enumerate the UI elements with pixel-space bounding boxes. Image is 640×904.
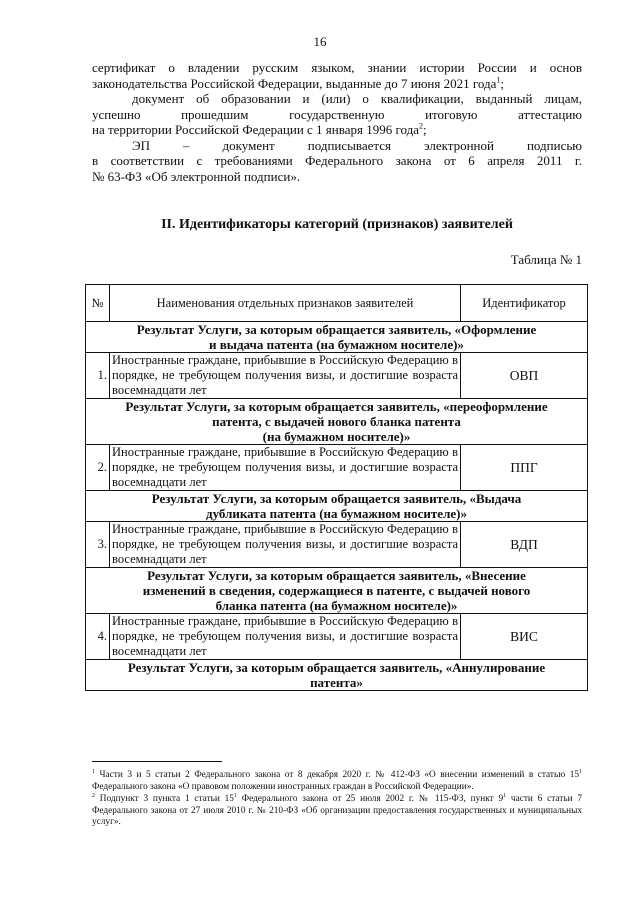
body-line: № 63-ФЗ «Об электронной подписи».: [92, 168, 301, 184]
row-description: Иностранные граждане, прибывшие в Российскую Федерацию в порядке, не требующем получения визы, и достигшие возраста восемнадцати лет: [110, 614, 461, 660]
row-number: 4.: [86, 614, 110, 660]
punctuation: ;: [500, 75, 504, 91]
body-line: [92, 122, 582, 138]
category-title: [86, 491, 588, 522]
body-line: [92, 76, 582, 92]
table-caption: Таблица № 1: [510, 252, 582, 267]
row-number: 1.: [86, 353, 110, 399]
category-title-line: патента»: [310, 675, 363, 690]
superscript: 1: [233, 792, 237, 799]
section-title: II. Идентификаторы категорий (признаков) заявителей: [161, 217, 513, 232]
category-title: [86, 322, 588, 353]
footnote-2: [92, 794, 582, 829]
footnote-text: части 6 статьи 7 Федерального закона от 27 июля 2010 г. № 210-ФЗ «Об организации предоставления государственных и муниципальных услуг».: [92, 794, 583, 827]
header-identifier: Идентификатор: [461, 285, 588, 322]
identifiers-table: [85, 284, 588, 691]
row-number: 3.: [86, 522, 110, 568]
footnote-text: Подпункт 3 пункта 1 статьи 15: [99, 794, 234, 804]
category-title-line: и выдача патента (на бумажном носителе)»: [209, 337, 464, 352]
category-row: [86, 568, 588, 614]
body-line: сертификат о владении русским языком, знании истории России и основ: [92, 60, 582, 75]
category-title-line: дубликата патента (на бумажном носителе)»: [206, 506, 467, 521]
footnote-1: [92, 770, 582, 793]
row-number: 2.: [86, 445, 110, 491]
category-title-line: Результат Услуги, за которым обращается заявитель, «Аннулирование: [127, 660, 546, 675]
category-title: [86, 568, 588, 614]
category-title: [86, 399, 588, 445]
footnote-text: Федерального закона «О правовом положении иностранных граждан в Российской Федерации».: [92, 781, 474, 792]
footnote-divider: [92, 761, 222, 762]
category-title-line: Результат Услуги, за которым обращается заявитель, «Выдача: [151, 491, 522, 506]
category-title: [86, 660, 588, 691]
superscript: 1: [503, 792, 507, 799]
body-line: в соответствии с требованиями Федерального закона от 6 апреля 2011 г.: [92, 153, 582, 168]
row-identifier: ВИС: [461, 614, 588, 660]
body-line: успешно прошедшим государственную итоговую аттестацию: [92, 106, 582, 122]
row-description: Иностранные граждане, прибывшие в Российскую Федерацию в порядке, не требующем получения визы, и достигшие возраста восемнадцати лет: [110, 522, 461, 568]
category-title-line: Результат Услуги, за которым обращается заявитель, «переоформление: [125, 399, 548, 414]
row-identifier: ОВП: [461, 353, 588, 399]
category-title-line: Результат Услуги, за которым обращается заявитель, «Оформление: [136, 322, 537, 337]
footnote-ref: 1: [496, 75, 501, 85]
body-line: ЭП – документ подписывается электронной подписью: [132, 137, 582, 153]
row-identifier: ВДП: [461, 522, 588, 568]
table-row: [86, 614, 588, 660]
table-row: [86, 445, 588, 491]
row-description: Иностранные граждане, прибывшие в Российскую Федерацию в порядке, не требующем получения визы, и достигшие возраста восемнадцати лет: [110, 353, 461, 399]
category-title-line: Результат Услуги, за которым обращается заявитель, «Внесение: [147, 568, 526, 583]
category-title-line: бланка патента (на бумажном носителе)»: [215, 598, 458, 613]
row-description: Иностранные граждане, прибывшие в Российскую Федерацию в порядке, не требующем получения визы, и достигшие возраста восемнадцати лет: [110, 445, 461, 491]
footnote-mark: 2: [92, 792, 95, 799]
category-title-line: патента, с выдачей нового бланка патента: [212, 414, 461, 429]
body-text-fragment: на территории Российской Федерации с 1 января 1996 года: [92, 122, 419, 137]
footnote-text: Федерального закона от 25 июля 2002 г. № 115-ФЗ, пункт 9: [236, 794, 504, 804]
category-row: [86, 660, 588, 691]
category-title-line: изменений в сведения, содержащиеся в патенте, с выдачей нового: [142, 583, 531, 598]
category-title-line: (на бумажном носителе)»: [262, 429, 411, 444]
superscript: 1: [579, 768, 582, 775]
punctuation: ;: [422, 122, 427, 137]
footnote-text: Части 3 и 5 статьи 2 Федерального закона от 8 декабря 2020 г. № 412-ФЗ «О внесении изменений в статью 15: [99, 770, 579, 780]
category-row: [86, 399, 588, 445]
table-row: [86, 353, 588, 399]
header-num: №: [86, 285, 110, 322]
page-number: 16: [313, 34, 327, 49]
body-text-fragment: законодательства Российской Федерации, выданные до 7 июня 2021 года: [92, 75, 497, 91]
table-header-row: [86, 285, 588, 322]
body-text: [92, 60, 582, 184]
table-row: [86, 522, 588, 568]
footnote-ref: 2: [418, 121, 423, 131]
footnotes: [92, 770, 582, 830]
header-name: Наименования отдельных признаков заявителей: [110, 285, 461, 322]
category-row: [86, 322, 588, 353]
footnote-mark: 1: [92, 768, 95, 775]
category-row: [86, 491, 588, 522]
row-identifier: ППГ: [461, 445, 588, 491]
body-line: документ об образовании и (или) о квалификации, выданный лицам,: [132, 91, 582, 106]
